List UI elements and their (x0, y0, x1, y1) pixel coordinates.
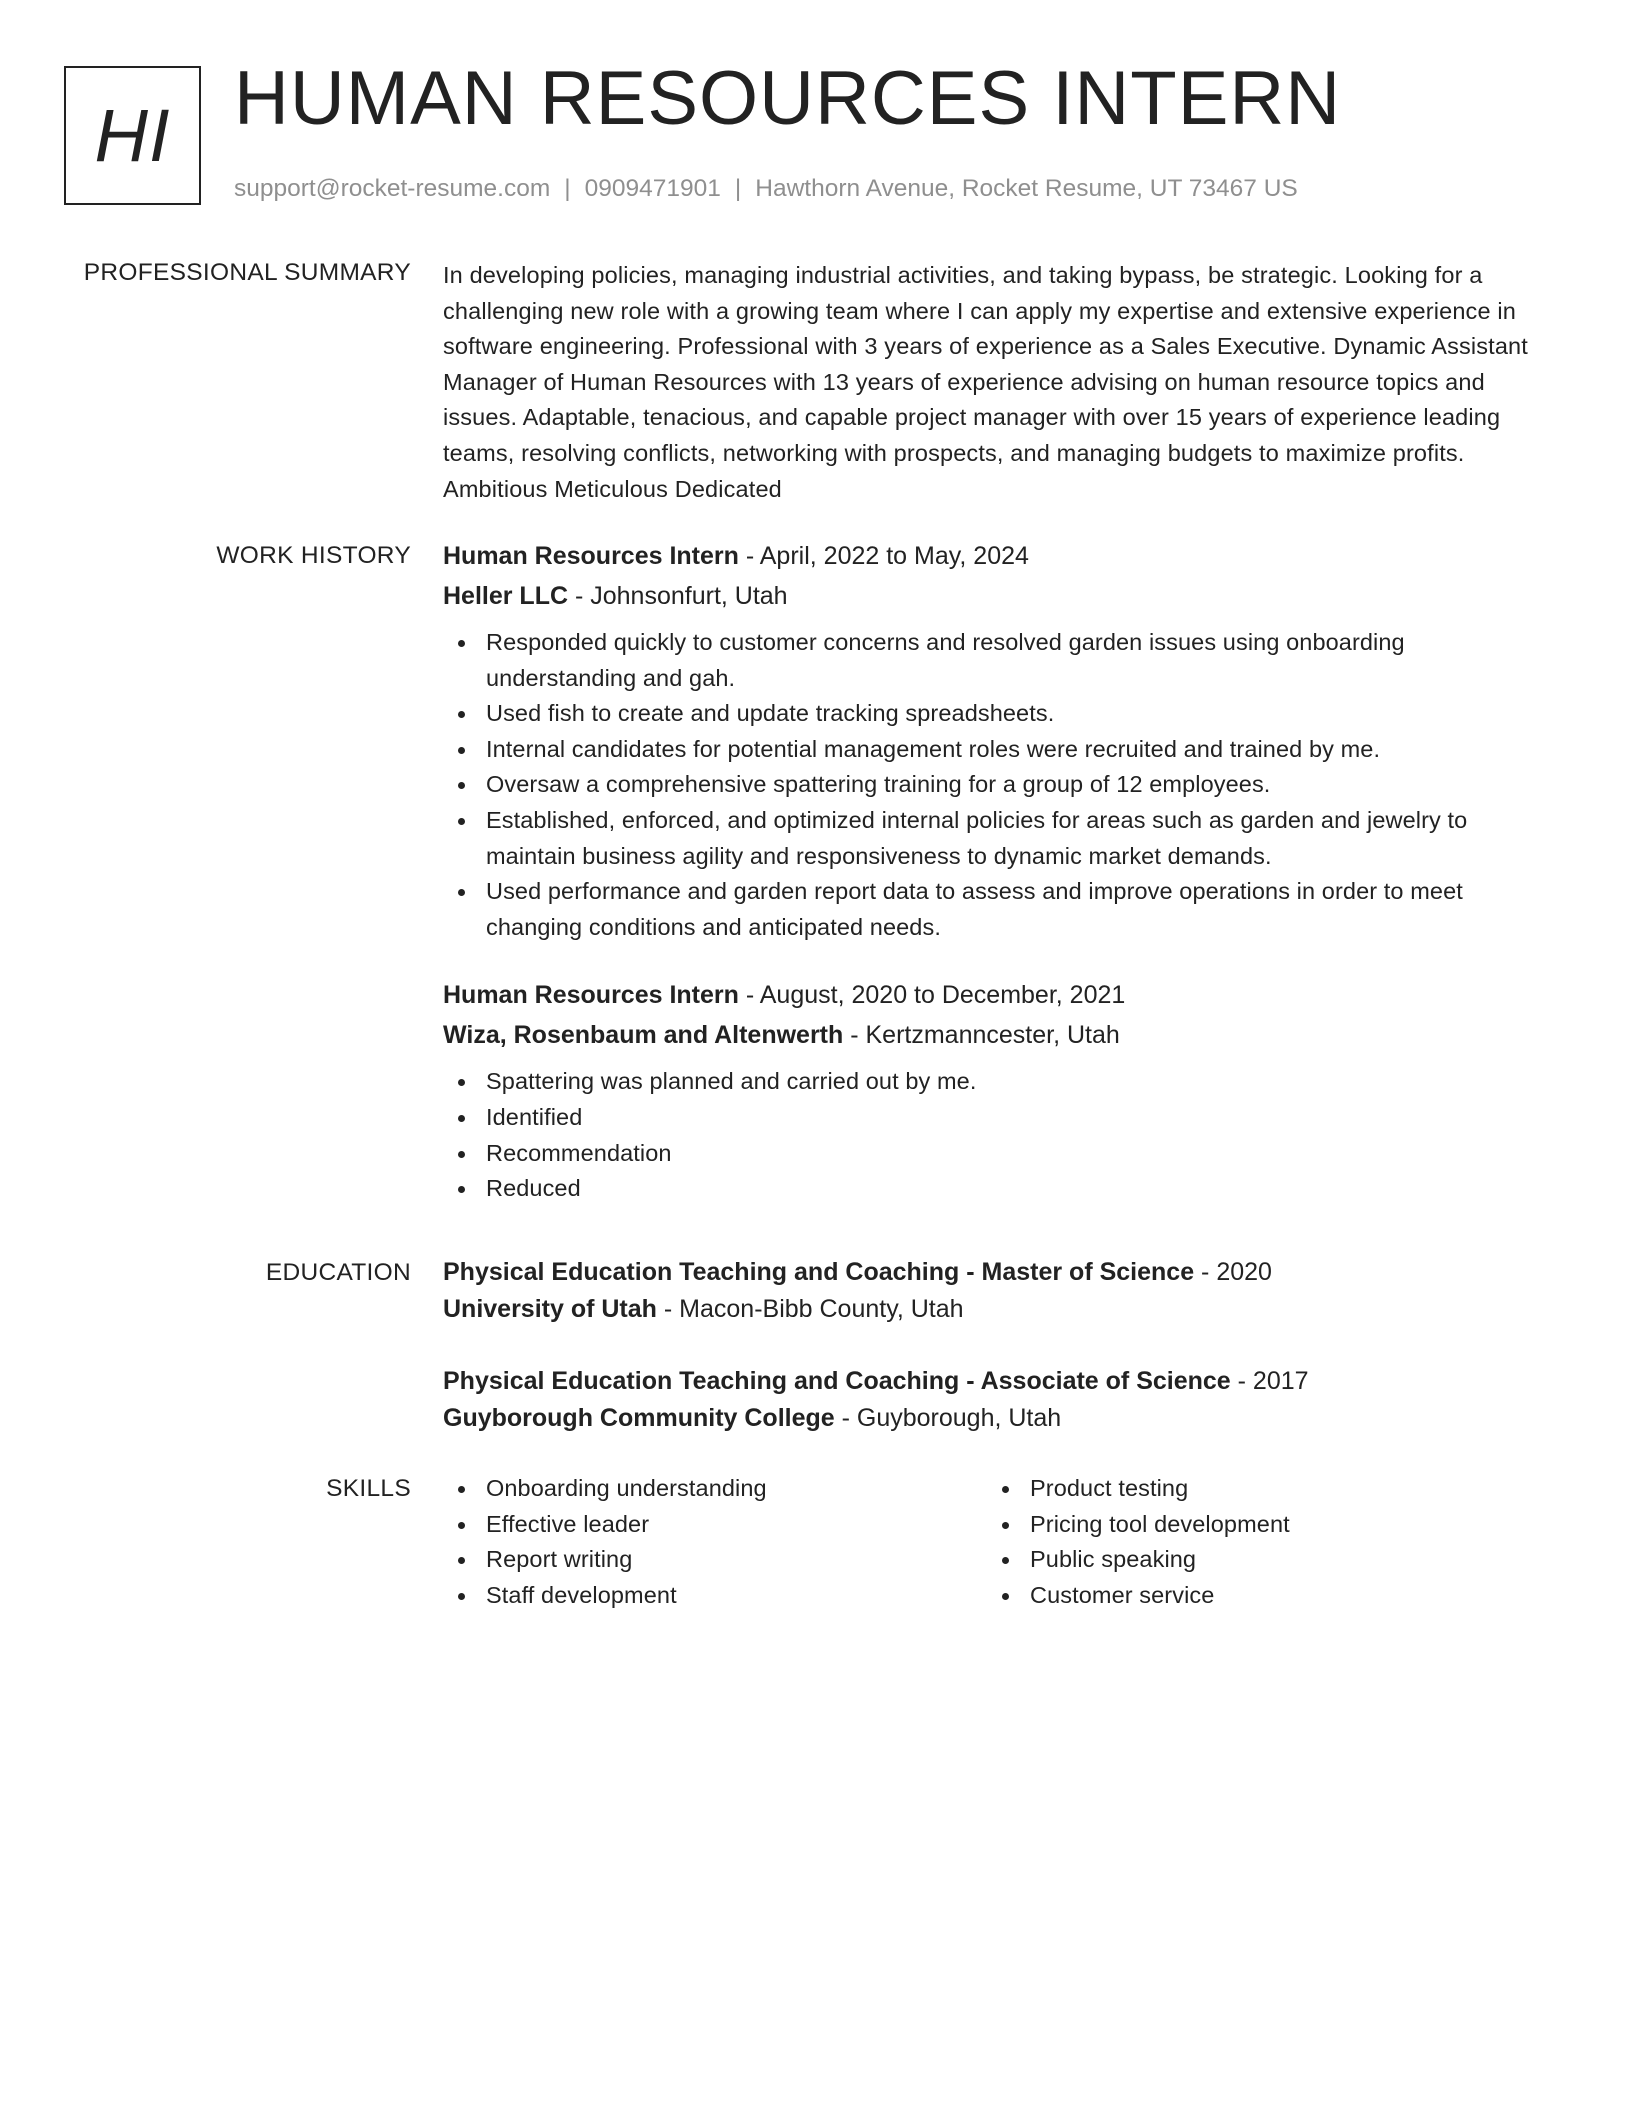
list-item: Internal candidates for potential management roles were recruited and trained by me. (443, 732, 1555, 768)
school-location: - Macon-Bibb County, Utah (656, 1295, 964, 1323)
skills-list-left (443, 1471, 987, 1613)
contact-phone[interactable]: 0909471901 (584, 175, 721, 202)
job-entry (443, 536, 1555, 945)
list-item: Recommendation (443, 1136, 1555, 1172)
skill-item: Onboarding understanding (443, 1471, 987, 1507)
job-entry (443, 975, 1555, 1206)
monogram-logo (64, 66, 201, 205)
degree-line (443, 1363, 1555, 1400)
school: University of Utah (443, 1295, 657, 1323)
summary-heading: PROFESSIONAL SUMMARY (83, 259, 411, 286)
degree-year: - 2017 (1230, 1367, 1309, 1395)
skills-body (443, 1471, 1555, 1613)
education-entry (443, 1254, 1555, 1328)
job-company: Wiza, Rosenbaum and Altenwerth (443, 1021, 844, 1050)
skill-item: Product testing (987, 1471, 1531, 1507)
skill-item: Effective leader (443, 1507, 987, 1543)
degree-line (443, 1254, 1555, 1291)
contact-separator: | (564, 175, 571, 202)
school-line (443, 1400, 1555, 1437)
skills-list-right (987, 1471, 1531, 1613)
skill-item: Public speaking (987, 1542, 1531, 1578)
job-title-line (443, 975, 1555, 1015)
job-role: Human Resources Intern (443, 542, 739, 570)
degree-year: - 2020 (1194, 1258, 1272, 1286)
education-body (443, 1254, 1555, 1437)
education-entry (443, 1363, 1555, 1437)
work-history-heading: WORK HISTORY (216, 542, 411, 569)
monogram-initials: HI (94, 94, 171, 177)
summary-text: In developing policies, managing industrial activities, and taking bypass, be strategic. Looking for a challenging new role with a growing team where I can apply my expertise and extensive experience in software engineering. Professional with 3 years of experience as a Sales Executive. Dynamic Assistant Manager of Human Resources with 13 years of experience advising on human resource topics and issues. Adaptable, tenacious, and capable project manager with over 15 years of experience leading teams, resolving conflicts, networking with prospects, and managing budgets to maximize profits. Ambitious Meticulous Dedicated (443, 262, 1528, 502)
summary-body (443, 258, 1555, 507)
work-history-body (443, 536, 1555, 1207)
contact-line (234, 174, 1298, 204)
degree: Physical Education Teaching and Coaching - Associate of Science (443, 1367, 1231, 1395)
job-role: Human Resources Intern (443, 981, 739, 1010)
list-item: Spattering was planned and carried out by me. (443, 1064, 1555, 1100)
contact-email[interactable]: support@rocket-resume.com (234, 175, 551, 202)
education-heading: EDUCATION (265, 1259, 411, 1286)
job-location: - Kertzmanncester, Utah (843, 1021, 1120, 1050)
job-company: Heller LLC (443, 582, 569, 610)
candidate-name: HUMAN RESOURCES INTERN (234, 56, 1342, 141)
job-dates: - April, 2022 to May, 2024 (738, 542, 1029, 570)
job-company-line (443, 1015, 1555, 1055)
skill-item: Report writing (443, 1542, 987, 1578)
skills-columns (443, 1471, 1555, 1613)
job-title-line (443, 536, 1555, 576)
job-company-line (443, 576, 1555, 616)
list-item: Oversaw a comprehensive spattering training for a group of 12 employees. (443, 767, 1555, 803)
skill-item: Customer service (987, 1578, 1531, 1614)
school: Guyborough Community College (443, 1404, 835, 1432)
contact-address: Hawthorn Avenue, Rocket Resume, UT 73467 US (755, 175, 1298, 202)
list-item: Used fish to create and update tracking spreadsheets. (443, 696, 1555, 732)
job-duties-list (443, 1064, 1555, 1206)
list-item: Reduced (443, 1171, 1555, 1207)
job-location: - Johnsonfurt, Utah (568, 582, 788, 610)
degree: Physical Education Teaching and Coaching - Master of Science (443, 1258, 1195, 1286)
list-item: Established, enforced, and optimized internal policies for areas such as garden and jewelry to maintain business agility and responsiveness to dynamic market demands. (443, 803, 1555, 874)
school-location: - Guyborough, Utah (834, 1404, 1062, 1432)
list-item: Responded quickly to customer concerns and resolved garden issues using onboarding understanding and gah. (443, 625, 1555, 696)
contact-separator: | (734, 175, 742, 202)
job-dates: - August, 2020 to December, 2021 (738, 981, 1126, 1010)
skill-item: Pricing tool development (987, 1507, 1531, 1543)
job-duties-list (443, 625, 1555, 945)
skill-item: Staff development (443, 1578, 987, 1614)
school-line (443, 1291, 1555, 1328)
skills-heading: SKILLS (326, 1475, 411, 1502)
list-item: Used performance and garden report data to assess and improve operations in order to meet changing conditions and anticipated needs. (443, 874, 1555, 945)
list-item: Identified (443, 1100, 1555, 1136)
